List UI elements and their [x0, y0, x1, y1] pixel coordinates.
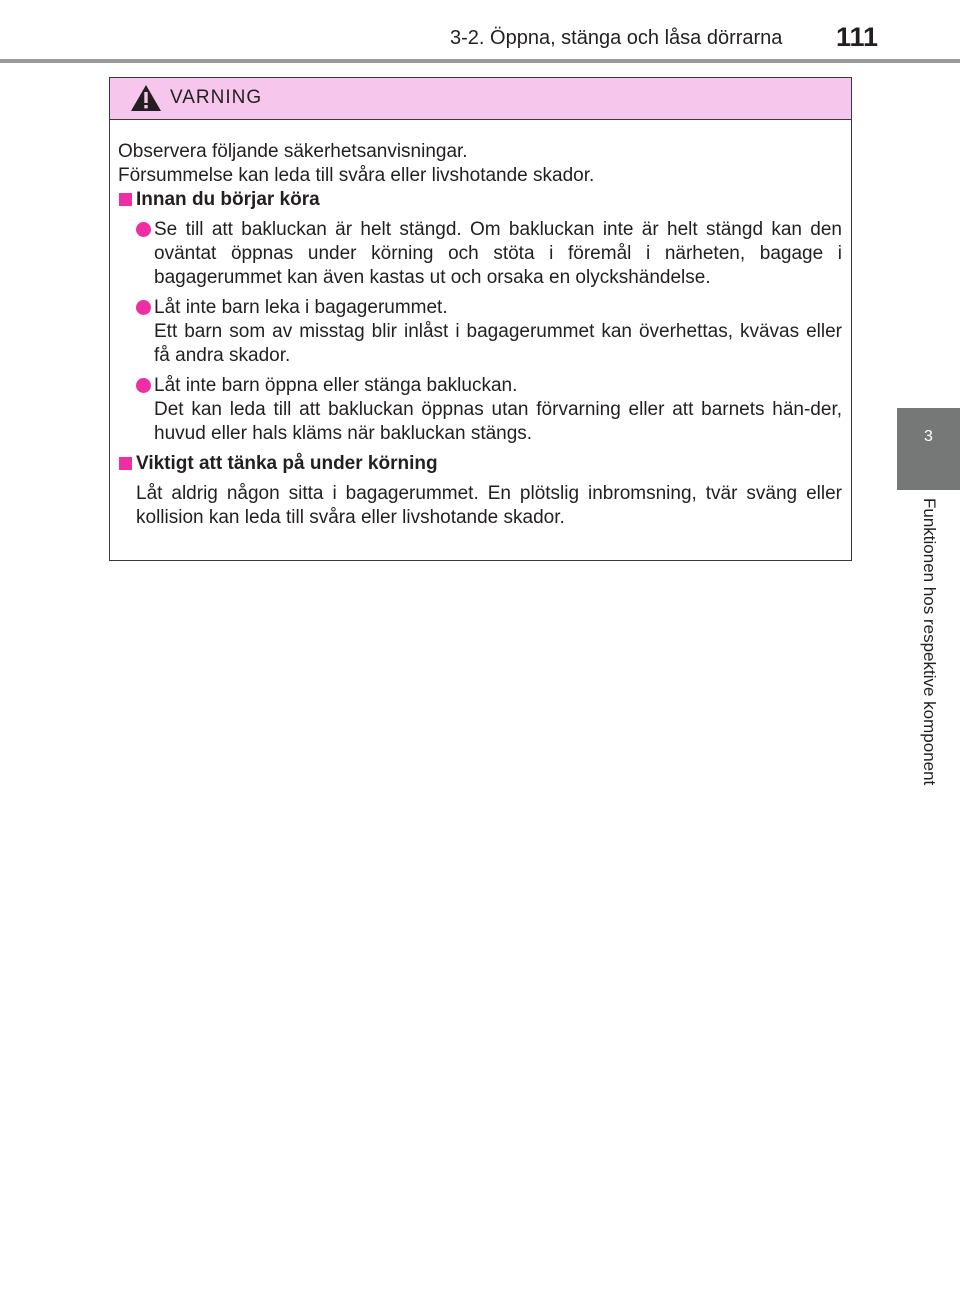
section-heading: [118, 452, 842, 476]
warning-intro: [118, 140, 842, 188]
section-paragraph: Låt aldrig någon sitta i bagagerummet. En plötslig inbromsning, tvär sväng eller kollision kan leda till svåra eller livshotande skador.: [136, 483, 842, 528]
warning-body: [110, 120, 851, 530]
page-number: 111: [836, 22, 879, 52]
section-heading-text: Innan du börjar köra: [136, 189, 320, 210]
chapter-tab-number: 3: [897, 408, 960, 490]
bullet-text: Se till att bakluckan är helt stängd. Om bakluckan inte är helt stängd kan den oväntat öppnas under körning och stöta i föremål i närheten, bagage i bagagerummet kan även kastas ut och orsaka en olyckshändelse.: [154, 219, 842, 288]
section-heading: [118, 188, 842, 212]
warning-header: [110, 78, 851, 120]
header-rule: [0, 59, 960, 63]
dot-bullet-icon: [136, 378, 151, 393]
dot-bullet-icon: [136, 300, 151, 315]
text-line: Det kan leda till att bakluckan öppnas utan förvarning eller att barnets hän-der, huvud eller hals kläms när bakluckan stängs.: [154, 399, 842, 444]
text-line: Låt inte barn öppna eller stänga bakluckan.: [154, 375, 518, 396]
warning-title: VARNING: [170, 87, 263, 108]
text-line: Observera följande säkerhetsanvisningar.: [118, 141, 468, 162]
square-bullet-icon: [119, 193, 132, 206]
section-heading-text: Viktigt att tänka på under körning: [136, 453, 438, 474]
chapter-tab-label-text: Funktionen hos respektive komponent: [920, 498, 939, 786]
square-bullet-icon: [119, 457, 132, 470]
bullet-item: [118, 218, 842, 290]
bullet-item: [118, 374, 842, 446]
chapter-tab-label: [897, 490, 960, 850]
warning-box: [109, 77, 852, 561]
text-line: Försummelse kan leda till svåra eller livshotande skador.: [118, 165, 595, 186]
dot-bullet-icon: [136, 222, 151, 237]
header-section-title: 3-2. Öppna, stänga och låsa dörrarna: [450, 27, 783, 49]
warning-triangle-icon: [130, 84, 162, 112]
text-line: Ett barn som av misstag blir inlåst i bagagerummet kan överhettas, kvävas eller få andra skador.: [154, 321, 842, 366]
text-line: Låt inte barn leka i bagagerummet.: [154, 297, 448, 318]
bullet-item: [118, 296, 842, 368]
